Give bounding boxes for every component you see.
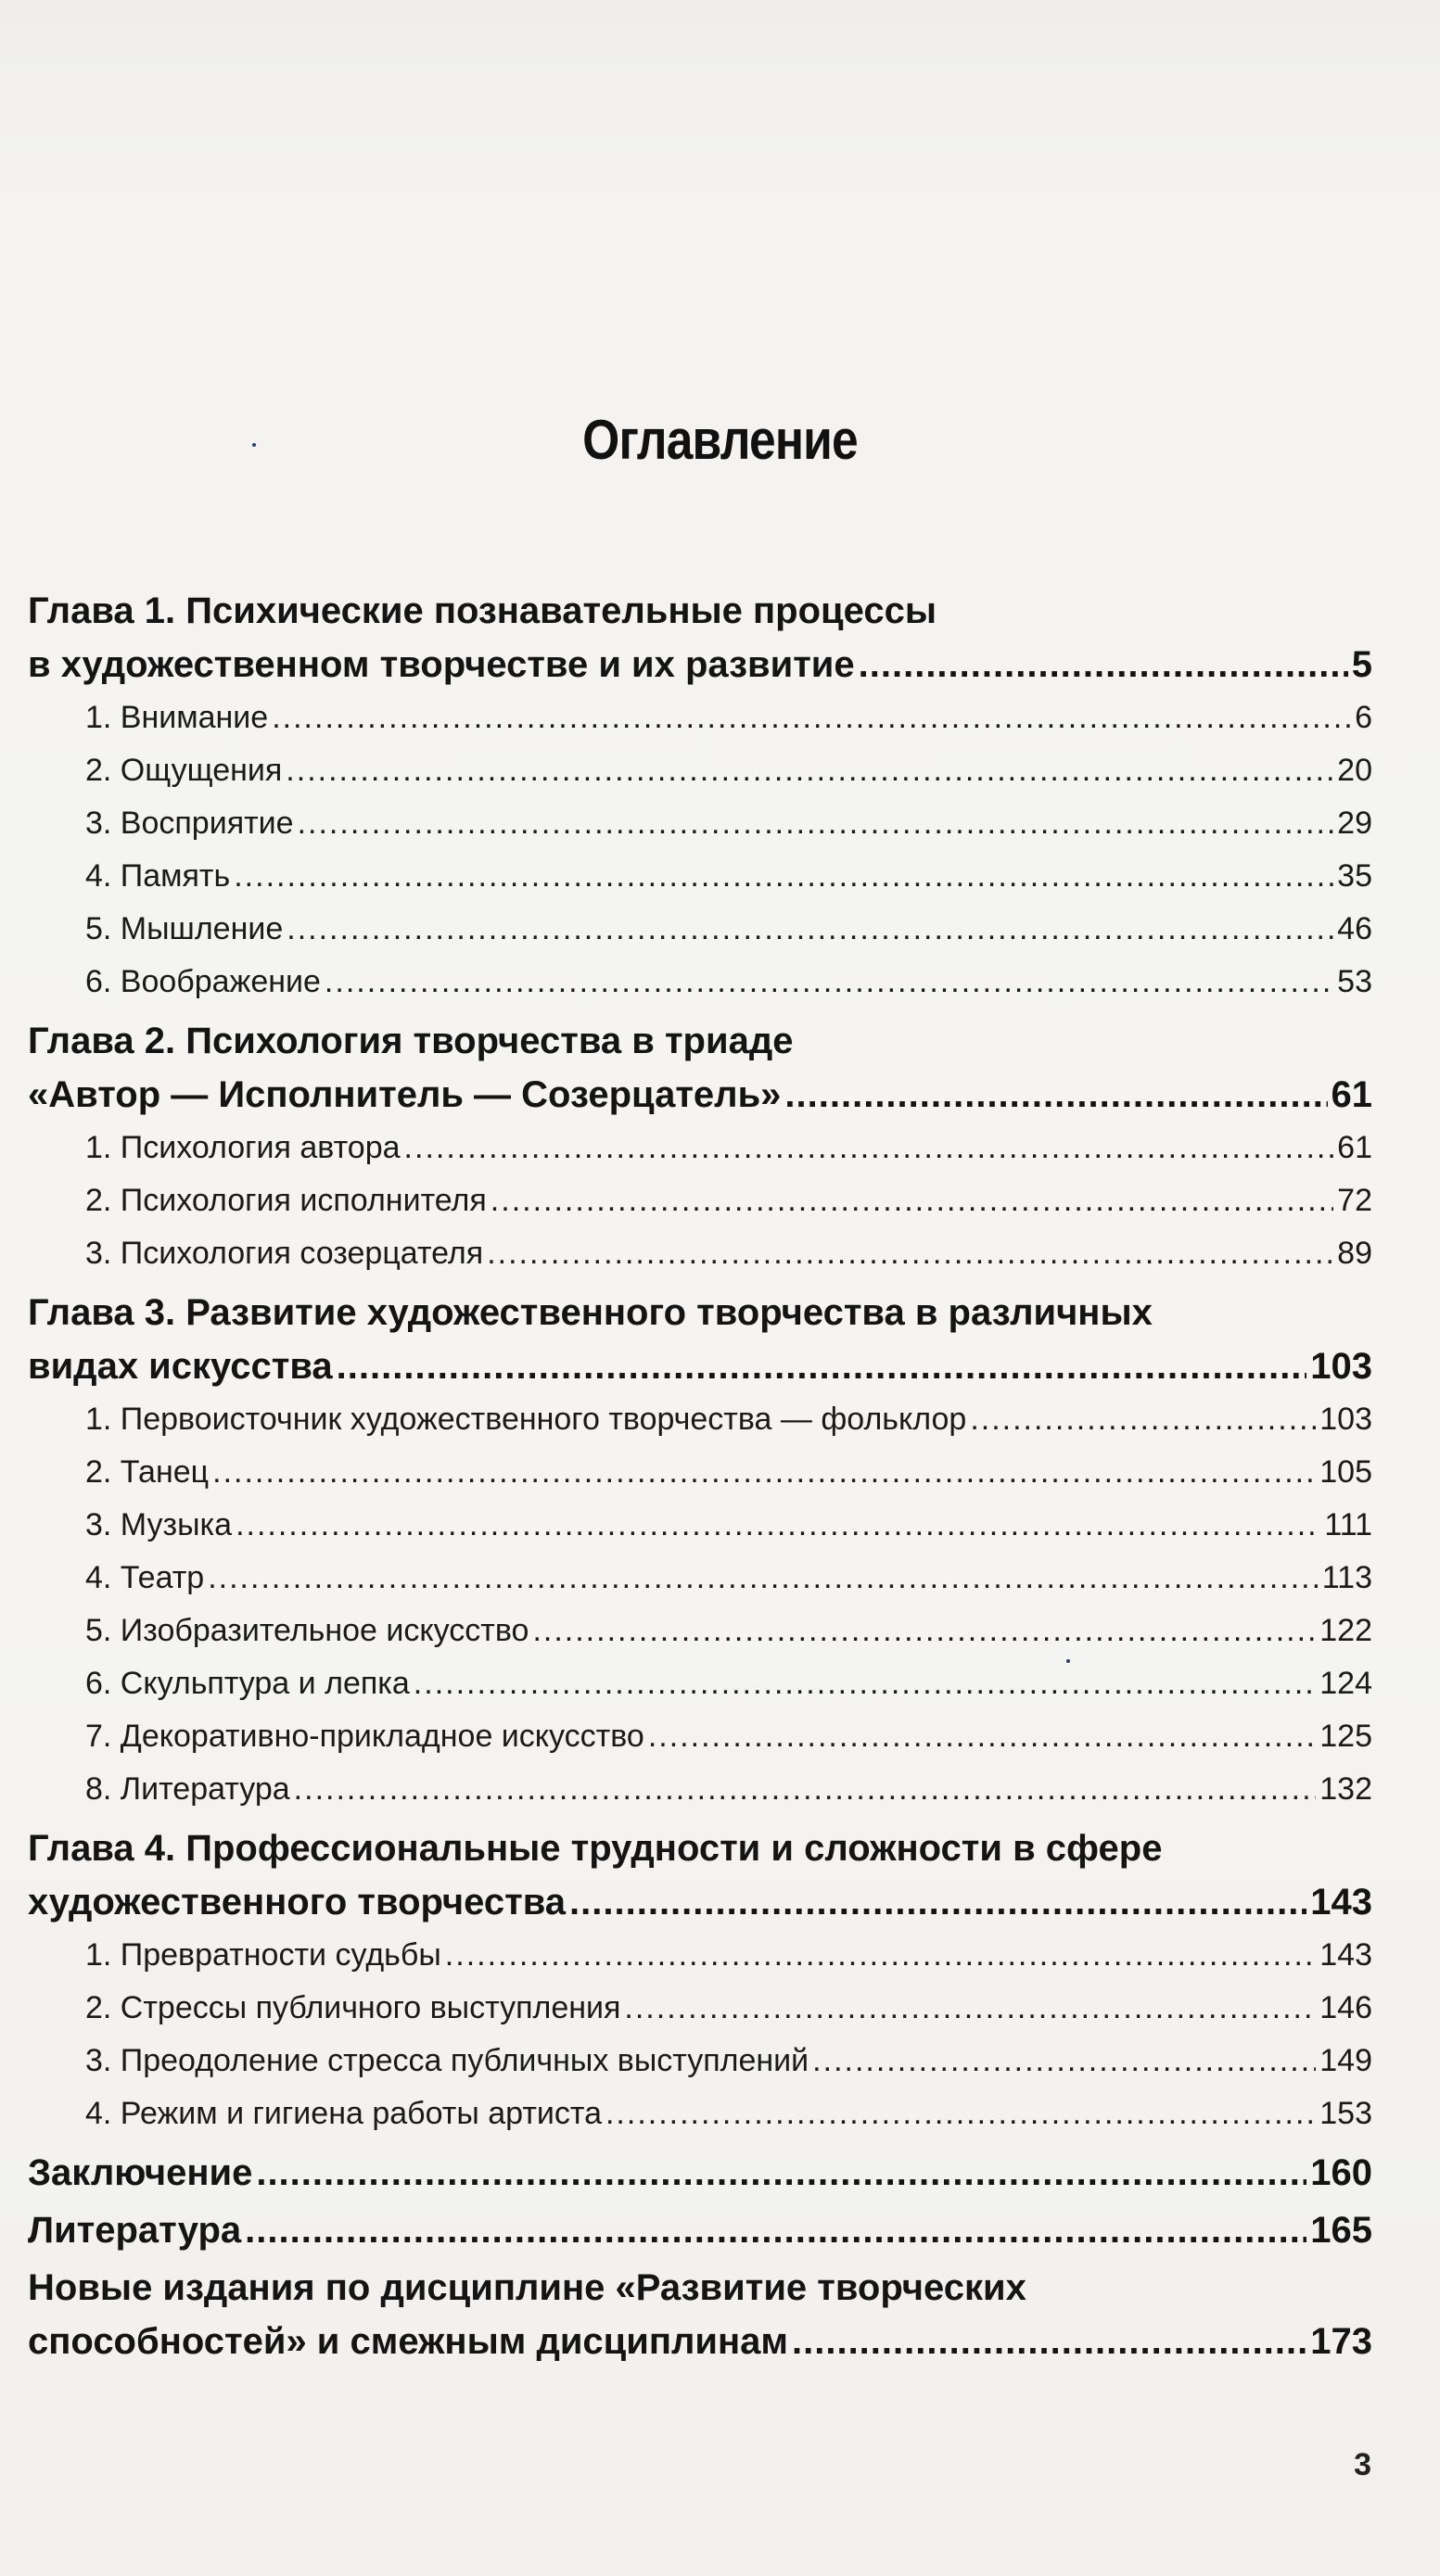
page-number: 35: [1337, 858, 1372, 894]
page-number: 125: [1319, 1719, 1372, 1754]
chapter-title-line[interactable]: [28, 1875, 1372, 1929]
toc-entry[interactable]: [28, 1552, 1372, 1605]
dot-leader: [212, 1446, 1316, 1499]
toc-entry[interactable]: [28, 797, 1372, 850]
toc-entry[interactable]: [28, 1393, 1372, 1446]
chapter-title-line[interactable]: [28, 638, 1372, 692]
page-number: 53: [1337, 964, 1372, 999]
section-title: Заключение: [28, 2152, 253, 2193]
entry-label: 3. Психология созерцателя: [85, 1236, 484, 1271]
chapter-3: [28, 1286, 1372, 1816]
entry-label: 6. Скульптура и лепка: [85, 1666, 410, 1701]
dot-leader: [624, 1982, 1316, 2035]
entry-label: 4. Режим и гигиена работы артиста: [85, 2096, 602, 2131]
toc-literature[interactable]: [28, 2203, 1372, 2257]
dot-leader: [605, 2087, 1316, 2140]
dot-leader: [234, 850, 1333, 903]
toc-entry[interactable]: [28, 1227, 1372, 1280]
dot-leader: [532, 1605, 1316, 1657]
chapter-title-line[interactable]: [28, 1068, 1372, 1122]
chapter-title-continued: «Автор — Исполнитель — Созерцатель»: [28, 1074, 782, 1115]
entry-label: 1. Психология автора: [85, 1130, 401, 1165]
chapter-title: Глава 3. Развитие художественного творчества в различных: [28, 1292, 1153, 1333]
toc-entry[interactable]: [28, 850, 1372, 903]
chapter-title-line[interactable]: [28, 1014, 1372, 1068]
folio-page-number: 3: [1354, 2447, 1371, 2482]
section-title-continued: способностей» и смежным дисциплинам: [28, 2321, 788, 2362]
entry-label: 3. Музыка: [85, 1507, 233, 1542]
toc-entry[interactable]: [28, 1982, 1372, 2035]
dot-leader: [970, 1393, 1316, 1446]
dot-leader: [445, 1929, 1316, 1982]
page-number: 160: [1310, 2152, 1372, 2193]
entry-label: 2. Стрессы публичного выступления: [85, 1990, 621, 2025]
toc-entry[interactable]: [28, 744, 1372, 797]
page-number: 6: [1355, 700, 1372, 735]
page-number: 111: [1324, 1507, 1372, 1542]
entry-label: 1. Превратности судьбы: [85, 1937, 441, 1973]
entry-label: 5. Мышление: [85, 911, 284, 946]
dot-leader: [404, 1122, 1334, 1174]
toc-entry[interactable]: [28, 1605, 1372, 1657]
toc-entry[interactable]: [28, 1763, 1372, 1816]
page-number: 20: [1337, 753, 1372, 788]
dot-leader: [208, 1552, 1319, 1605]
page-number: 5: [1351, 644, 1372, 685]
dot-leader: [812, 2035, 1316, 2087]
chapter-title: Глава 1. Психические познавательные процессы: [28, 590, 937, 631]
toc-entry[interactable]: [28, 903, 1372, 956]
chapter-4: [28, 1821, 1372, 2140]
entry-label: 2. Ощущения: [85, 753, 283, 788]
dot-leader: [784, 1068, 1327, 1122]
page-number: 173: [1310, 2321, 1372, 2362]
entry-label: 4. Память: [85, 858, 231, 894]
entry-label: 4. Театр: [85, 1560, 205, 1595]
page-number: 113: [1321, 1560, 1372, 1595]
chapter-title-continued: в художественном творчестве и их развитие: [28, 644, 855, 685]
page-number: 124: [1319, 1666, 1372, 1701]
entry-label: 7. Декоративно-прикладное искусство: [85, 1719, 644, 1754]
dot-leader: [792, 2315, 1306, 2368]
dot-leader: [287, 903, 1333, 956]
toc-entry[interactable]: [28, 2035, 1372, 2087]
page-number: 149: [1319, 2043, 1372, 2078]
chapter-title-continued: художественного творчества: [28, 1882, 567, 1922]
chapter-title-continued: видах искусства: [28, 1346, 333, 1387]
dot-leader: [337, 1339, 1307, 1393]
dot-leader: [256, 2146, 1306, 2200]
toc-entry[interactable]: [28, 1929, 1372, 1982]
chapter-title-line[interactable]: [28, 1286, 1372, 1339]
toc-entry[interactable]: [28, 1710, 1372, 1763]
page-number: 122: [1319, 1613, 1372, 1648]
toc-entry[interactable]: [28, 1499, 1372, 1552]
page-number: 103: [1319, 1402, 1372, 1437]
chapter-1: [28, 584, 1372, 1009]
toc-entry[interactable]: [28, 1446, 1372, 1499]
toc-entry[interactable]: [28, 1174, 1372, 1227]
toc-new-editions-line[interactable]: [28, 2315, 1372, 2368]
chapter-title-line[interactable]: [28, 1339, 1372, 1393]
dot-leader: [859, 638, 1348, 692]
dot-leader: [569, 1875, 1306, 1929]
toc-entry[interactable]: [28, 956, 1372, 1009]
section-title: Литература: [28, 2210, 242, 2251]
toc-new-editions-line[interactable]: [28, 2261, 1372, 2315]
dot-leader: [286, 744, 1333, 797]
page-number: 89: [1337, 1236, 1372, 1271]
entry-label: 5. Изобразительное искусство: [85, 1613, 529, 1648]
toc-conclusion[interactable]: [28, 2146, 1372, 2200]
dot-leader: [648, 1710, 1316, 1763]
chapter-title-line[interactable]: [28, 584, 1372, 638]
section-title: Новые издания по дисциплине «Развитие творческих: [28, 2267, 1026, 2308]
entry-label: 3. Восприятие: [85, 806, 294, 841]
page-number: 29: [1337, 806, 1372, 841]
dot-leader: [245, 2203, 1306, 2257]
page-number: 132: [1319, 1771, 1372, 1807]
chapter-title: Глава 4. Профессиональные трудности и сложности в сфере: [28, 1828, 1163, 1869]
page-number: 105: [1319, 1454, 1372, 1490]
chapter-title: Глава 2. Психология творчества в триаде: [28, 1021, 794, 1061]
page-number: 46: [1337, 911, 1372, 946]
dot-leader: [298, 797, 1334, 850]
page-number: 61: [1337, 1130, 1372, 1165]
chapter-title-line[interactable]: [28, 1821, 1372, 1875]
page-number: 143: [1319, 1937, 1372, 1973]
entry-label: 8. Литература: [85, 1771, 290, 1807]
dot-leader: [236, 1499, 1320, 1552]
page-number: 143: [1310, 1882, 1372, 1922]
page-number: 103: [1310, 1346, 1372, 1387]
dot-leader: [414, 1657, 1316, 1710]
dot-leader: [487, 1227, 1333, 1280]
page-number: 72: [1337, 1183, 1372, 1218]
chapter-2: [28, 1014, 1372, 1280]
dot-leader: [294, 1763, 1317, 1816]
entry-label: 1. Внимание: [85, 700, 269, 735]
page-number: 165: [1310, 2210, 1372, 2251]
page-number: 153: [1319, 2096, 1372, 2131]
page-number: 146: [1319, 1990, 1372, 2025]
entry-label: 3. Преодоление стресса публичных выступлений: [85, 2043, 809, 2078]
dot-leader: [491, 1174, 1333, 1227]
table-of-contents: [28, 584, 1372, 2368]
entry-label: 2. Психология исполнителя: [85, 1183, 487, 1218]
page-number: 61: [1331, 1074, 1372, 1115]
entry-label: 6. Воображение: [85, 964, 321, 999]
page-title: Оглавление: [582, 409, 858, 471]
entry-label: 1. Первоисточник художественного творчества — фольклор: [85, 1402, 967, 1437]
toc-entry[interactable]: [28, 692, 1372, 744]
dot-leader: [272, 692, 1351, 744]
toc-entry[interactable]: [28, 1657, 1372, 1710]
entry-label: 2. Танец: [85, 1454, 210, 1490]
show-through-heading: [0, 501, 1440, 579]
toc-entry[interactable]: [28, 2087, 1372, 2140]
toc-entry[interactable]: [28, 1122, 1372, 1174]
dot-leader: [325, 956, 1333, 1009]
